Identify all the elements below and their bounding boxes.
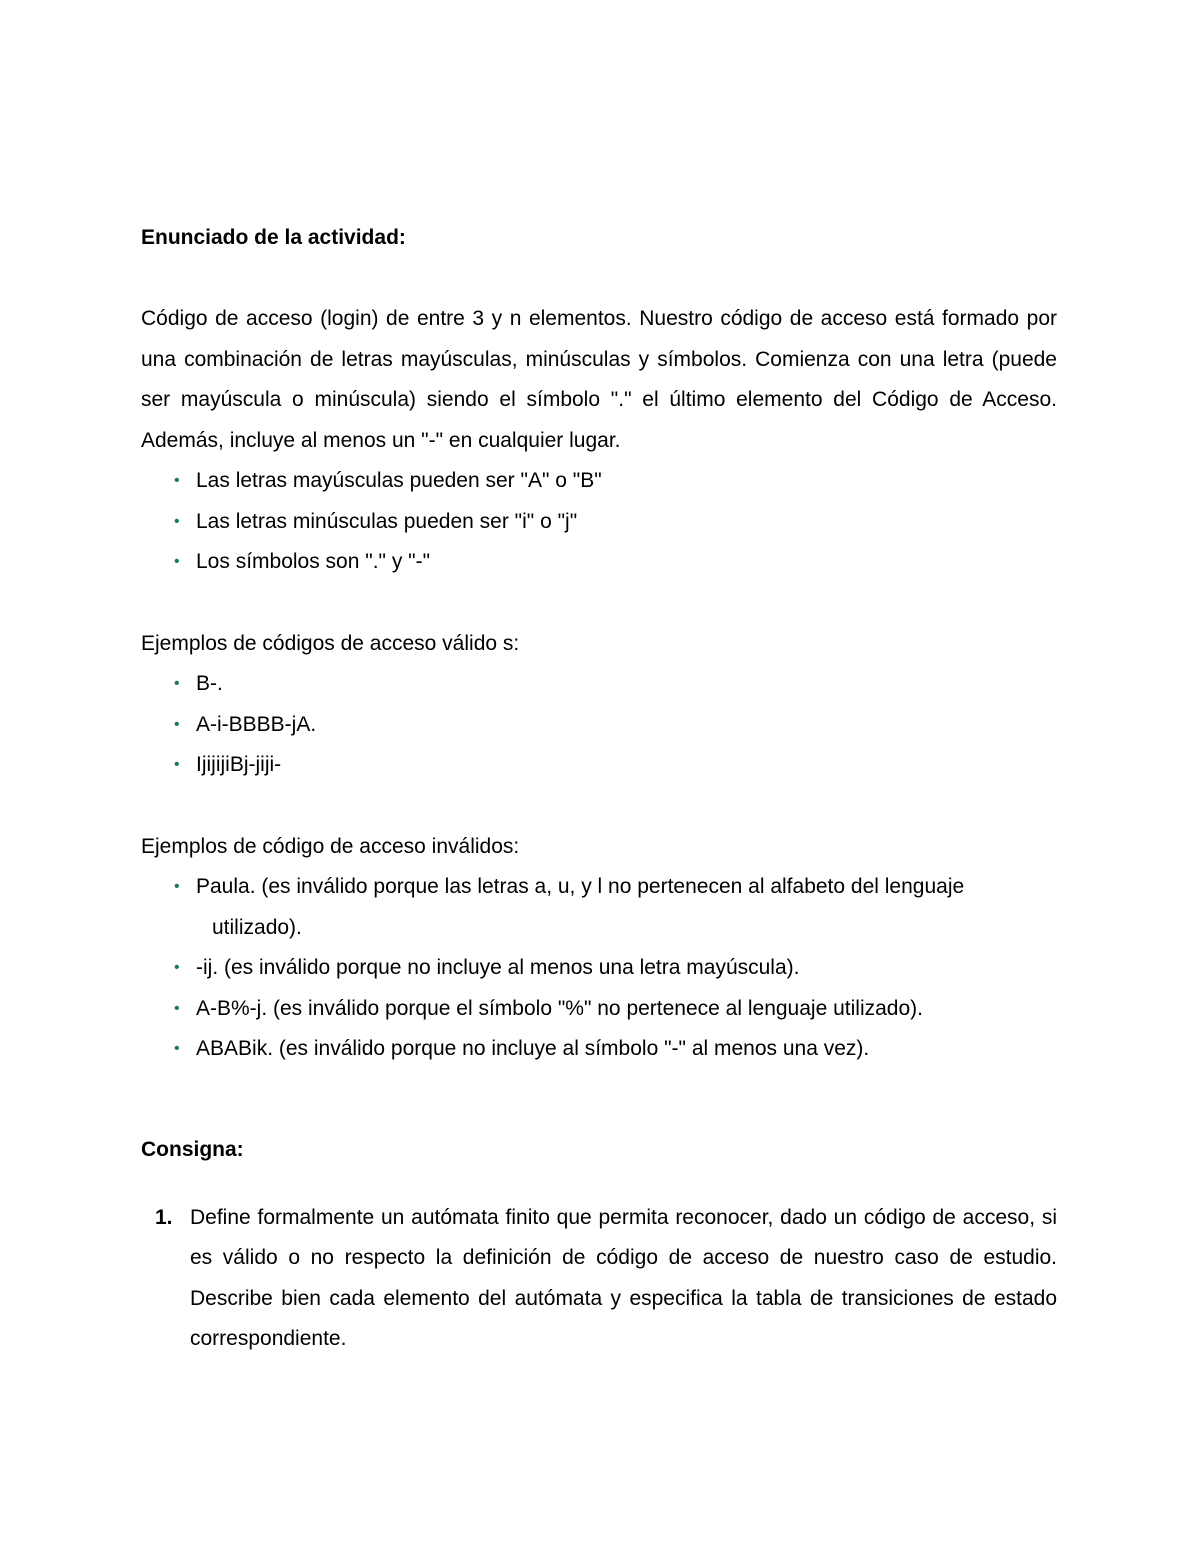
list-item xyxy=(141,1029,1057,1070)
valid-example-text: IjijijiBj-jiji- xyxy=(196,753,282,776)
list-item xyxy=(141,542,1057,583)
task-text: Define formalmente un autómata finito que permita reconocer, dado un código de acceso, si es válido o no respecto la definición de código de acceso de nuestro caso de estudio. Describe bien cada elemento del autómata y especifica la tabla de transiciones de estado correspondiente. xyxy=(190,1205,1057,1350)
valid-example-text: A-i-BBBB-jA. xyxy=(196,712,317,736)
valid-examples-list xyxy=(141,664,1057,786)
bullet-icon: • xyxy=(174,756,180,773)
invalid-examples-heading: Ejemplos de código de acceso inválidos: xyxy=(141,834,520,858)
list-item xyxy=(141,867,1057,948)
list-item xyxy=(141,745,1057,786)
heading-consigna: Consigna: xyxy=(141,1137,244,1161)
bullet-icon: • xyxy=(174,512,180,530)
invalid-example-text: Paula. (es inválido porque las letras a, u, y l no pertenecen al alfabeto del lenguaje utilizado). xyxy=(196,875,965,939)
bullet-icon: • xyxy=(174,999,180,1017)
valid-examples-heading: Ejemplos de códigos de acceso válido s: xyxy=(141,631,520,655)
bullet-icon: • xyxy=(174,675,180,692)
intro-paragraph: Código de acceso (login) de entre 3 y n elementos. Nuestro código de acceso está formado por una combinación de letras mayúsculas, minúsculas y símbolos. Comienza con una letra (puede ser mayúscula o minúscula) siendo el símbolo "." el último elemento del Código de Acceso. Además, incluye al menos un "-" en cualquier lugar. xyxy=(141,307,1057,452)
heading-enunciado: Enunciado de la actividad: xyxy=(141,226,406,249)
task-item xyxy=(141,1198,1057,1360)
list-item xyxy=(141,461,1057,502)
rule-text: Los símbolos son "." y "-" xyxy=(196,550,431,573)
invalid-example-text: ABABik. (es inválido porque no incluye al símbolo "-" al menos una vez). xyxy=(196,1037,870,1060)
valid-example-text: B-. xyxy=(196,672,223,695)
bullet-icon: • xyxy=(174,472,180,489)
bullet-icon: • xyxy=(174,878,180,895)
rule-text: Las letras mayúsculas pueden ser "A" o "B" xyxy=(196,469,602,492)
bullet-icon: • xyxy=(174,553,180,570)
invalid-example-text: -ij. (es inválido porque no incluye al menos una letra mayúscula). xyxy=(196,956,800,979)
list-item xyxy=(141,664,1057,705)
invalid-examples-list xyxy=(141,867,1057,1070)
list-item xyxy=(141,948,1057,989)
bullet-icon: • xyxy=(174,715,180,733)
rules-list xyxy=(141,461,1057,583)
list-item xyxy=(141,502,1057,543)
list-item xyxy=(141,705,1057,746)
document-page xyxy=(141,218,1057,1360)
bullet-icon: • xyxy=(174,959,180,976)
invalid-example-text: A-B%-j. (es inválido porque el símbolo "%" no pertenece al lenguaje utilizado). xyxy=(196,996,923,1020)
task-number: 1. xyxy=(155,1205,173,1229)
list-item xyxy=(141,989,1057,1030)
rule-text: Las letras minúsculas pueden ser "i" o "j" xyxy=(196,509,578,533)
bullet-icon: • xyxy=(174,1040,180,1057)
